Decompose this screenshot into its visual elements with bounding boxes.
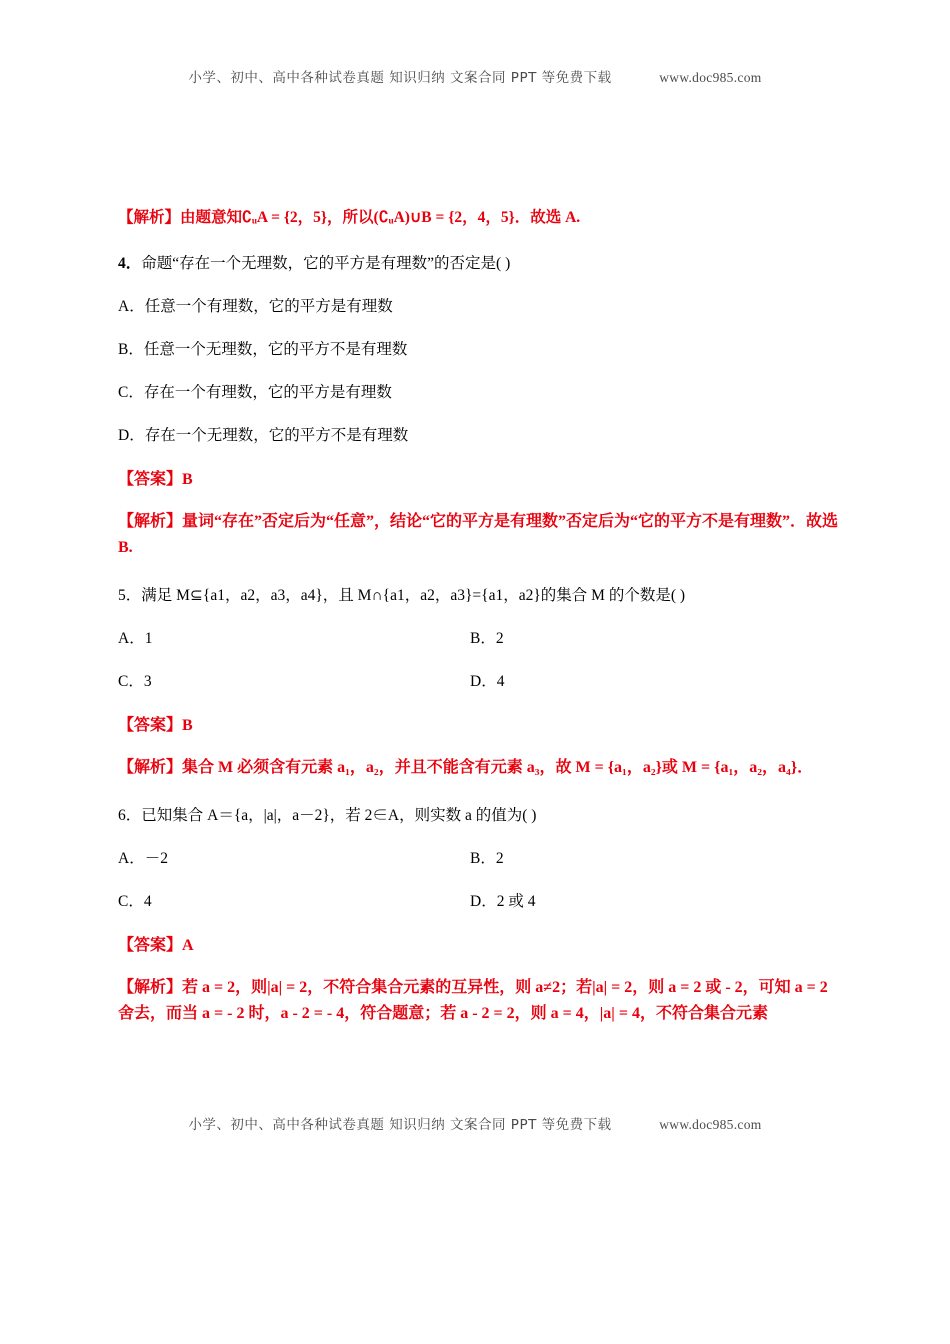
question-5-solution: 【解析】集合 M 必须含有元素 a₁，a₂，并且不能含有元素 a₃，故 M = {a₁，a₂}或 M = {a₁，a₂，a₄}．: [118, 759, 814, 777]
question-5-option-b: B．2: [470, 630, 504, 648]
watermark-text: 小学、初中、高中各种试卷真题 知识归纳 文案合同 PPT 等免费下载: [188, 70, 612, 86]
solution-3: 【解析】由题意知∁ᵤA = {2，5}，所以(∁ᵤA)∪B = {2，4，5}．故选 A.: [118, 209, 581, 226]
watermark-site: www.doc985.com: [659, 70, 762, 85]
question-6-options-row-2: [118, 889, 843, 911]
question-4-text: 命题“存在一个无理数，它的平方是有理数”的否定是( ): [141, 255, 511, 273]
watermark-top: [0, 66, 950, 86]
document-body: [118, 206, 843, 1027]
question-4-solution: 【解析】量词“存在”否定后为“任意”，结论“它的平方是有理数”否定后为“它的平方不是有理数”．故选 B.: [118, 513, 839, 557]
question-6-option-b: B．2: [470, 849, 504, 867]
question-5-options-row-2: [118, 669, 843, 691]
question-4-option-c: C．存在一个有理数，它的平方是有理数: [118, 384, 392, 402]
question-4-answer: 【答案】B: [118, 471, 193, 489]
question-6-number: 6．: [118, 806, 142, 824]
question-6-text: 已知集合 A＝{a，|a|，a－2}，若 2∈A，则实数 a 的值为( ): [141, 806, 537, 824]
question-5-answer: 【答案】B: [118, 717, 193, 735]
question-6-solution: 【解析】若 a = 2，则|a| = 2，不符合集合元素的互异性，则 a≠2；若|a| = 2，则 a = 2 或 - 2，可知 a = 2 舍去，而当 a = - 2 时，a - 2 = - 4，符合题意；若 a - 2 = 2，则 a = 4，|a| = 4，不符合集合元素: [118, 978, 828, 1022]
question-4-number: 4．: [118, 255, 142, 273]
question-6-stem: [118, 803, 843, 825]
question-5-options-row-1: [118, 626, 843, 648]
watermark-text-bottom: 小学、初中、高中各种试卷真题 知识归纳 文案合同 PPT 等免费下载: [188, 1117, 612, 1133]
question-5-number: 5．: [118, 587, 142, 605]
question-4-option-a: A．任意一个有理数，它的平方是有理数: [118, 298, 393, 316]
question-5-option-c: C．3: [118, 673, 152, 691]
question-5-option-a: A．1: [118, 630, 153, 648]
question-4-option-d: D．存在一个无理数，它的平方不是有理数: [118, 427, 409, 445]
question-6-option-c: C．4: [118, 892, 152, 910]
question-6-options-row-1: [118, 846, 843, 868]
question-6-answer: 【答案】A: [118, 936, 194, 954]
question-4-option-b: B．任意一个无理数，它的平方不是有理数: [118, 341, 408, 359]
question-6-option-d: D．2 或 4: [470, 892, 536, 910]
question-5-text: 满足 M⊆{a1，a2，a3，a4}，且 M∩{a1，a2，a3}={a1，a2}的集合 M 的个数是( ): [141, 587, 686, 605]
watermark-site-bottom: www.doc985.com: [659, 1117, 762, 1132]
question-5-option-d: D．4: [470, 673, 505, 691]
question-4-stem: [118, 251, 843, 273]
question-6-option-a: A．－2: [118, 849, 168, 867]
question-5-stem: [118, 583, 843, 605]
watermark-bottom: [0, 1113, 950, 1133]
